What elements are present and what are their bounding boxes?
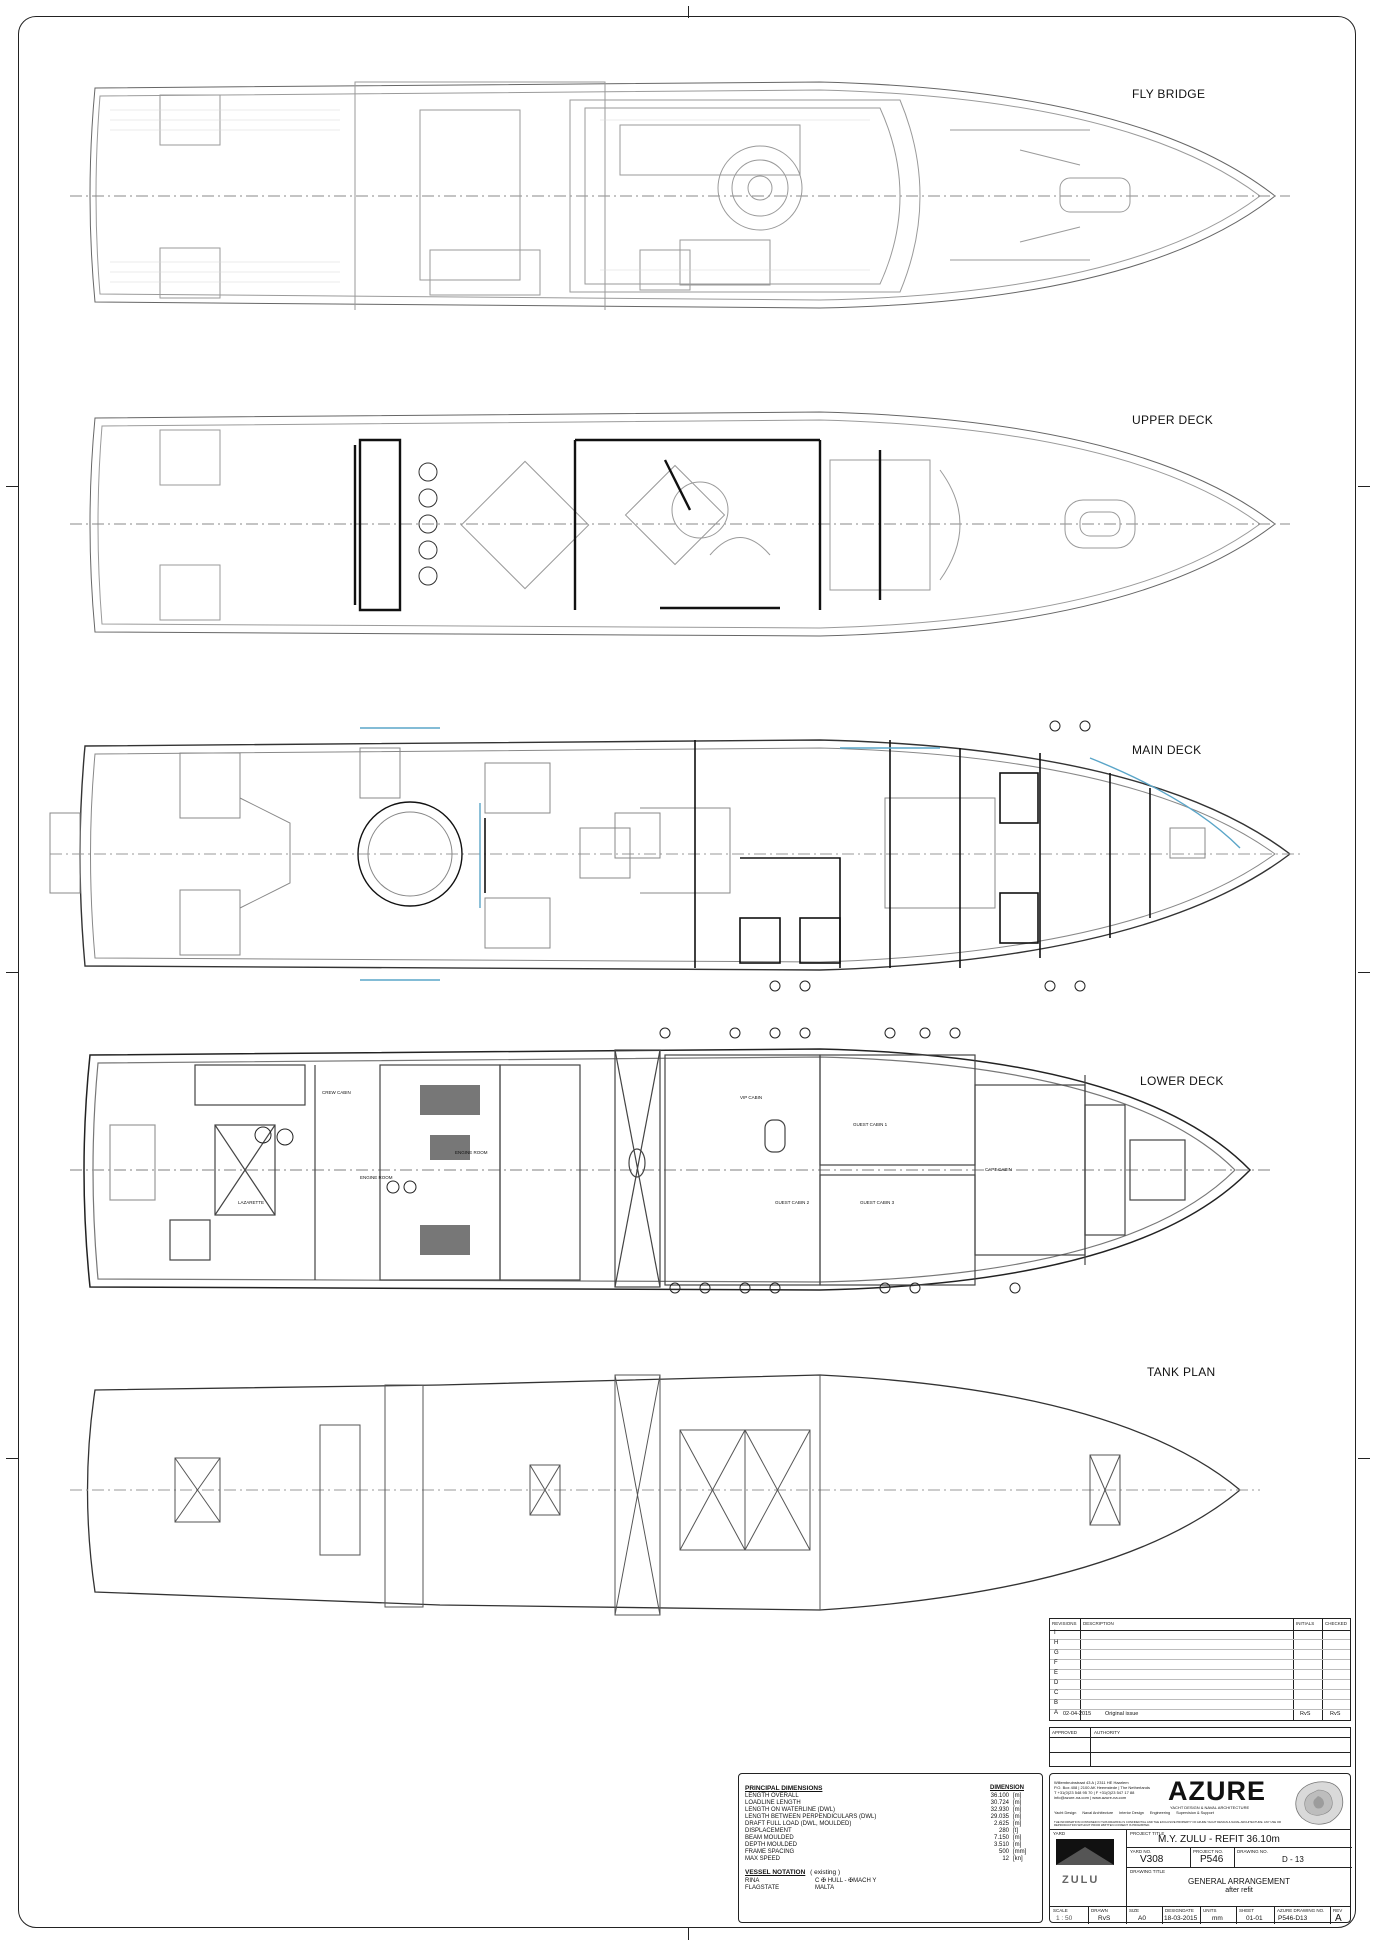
room-label-vip-cabin: VIP CABIN: [740, 1095, 763, 1100]
room-label-crew-cabin: CREW CABIN: [322, 1090, 351, 1095]
scale-value: 1 : 50: [1056, 1915, 1073, 1922]
frame-tick-left-2: [6, 972, 18, 973]
size-value: A0: [1138, 1915, 1146, 1922]
dimension-row: [745, 1828, 1035, 1835]
dimension-row: [745, 1807, 1035, 1814]
dim-name: MAX SPEED: [745, 1856, 781, 1862]
notation-value: MALTA: [815, 1885, 835, 1891]
project-no-label: PROJECT NO.: [1193, 1849, 1224, 1854]
dimension-row: [745, 1793, 1035, 1800]
sheet-label: SHEET: [1239, 1908, 1255, 1913]
dim-unit: [m]: [1013, 1835, 1022, 1841]
date-value: 18-03-2015: [1164, 1915, 1198, 1922]
rev-letter: B: [1050, 1700, 1350, 1710]
frame-tick-left-1: [6, 486, 18, 487]
service-item: Naval Architecture: [1082, 1811, 1114, 1815]
rev-letter: D: [1050, 1680, 1350, 1690]
frame-tick-right-1: [1358, 486, 1370, 487]
date-label: DESIGNDATE: [1165, 1908, 1194, 1913]
size-label: SIZE: [1129, 1908, 1140, 1913]
notation-row: [745, 1885, 945, 1892]
dim-name: FRAME SPACING: [745, 1849, 795, 1855]
company-logo-icon: [1290, 1778, 1346, 1828]
rev-header-description: DESCRIPTION: [1083, 1621, 1114, 1626]
service-item: Supervision & Support: [1176, 1811, 1214, 1815]
rev-a-description: Original issue: [1105, 1711, 1139, 1717]
yard-logo-text: ZULU: [1062, 1874, 1100, 1886]
dimension-row: [745, 1800, 1035, 1807]
dimension-row: [745, 1814, 1035, 1821]
fly-bridge-plan: [40, 70, 1340, 310]
dim-unit: [m]: [1013, 1821, 1022, 1827]
frame-tick-left-3: [6, 1458, 18, 1459]
dim-name: LOADLINE LENGTH: [745, 1800, 801, 1806]
sheet-value: 01-01: [1246, 1915, 1263, 1922]
frame-tick-right-3: [1358, 1458, 1370, 1459]
room-label-guest-cabin-1: GUEST CABIN 1: [853, 1122, 888, 1127]
frame-tick-bottom: [688, 1928, 689, 1940]
dim-name: LENGTH OVERALL: [745, 1793, 799, 1799]
notation-row: [745, 1878, 945, 1885]
dim-unit: [m]: [1013, 1807, 1022, 1813]
dimension-row: [745, 1835, 1035, 1842]
notation-name: FLAGSTATE: [745, 1885, 780, 1891]
rev-letter: C: [1050, 1690, 1350, 1700]
deck-label-lower-deck: LOWER DECK: [1140, 1074, 1224, 1088]
rev-header-revisions: REVISIONS: [1052, 1621, 1077, 1626]
dim-name: LENGTH ON WATERLINE (DWL): [745, 1807, 836, 1813]
address-line: T +31(0)23 548 95 70 | F +31(0)23 547 17 88: [1054, 1790, 1135, 1795]
upper-deck-plan: [40, 400, 1340, 650]
frame-tick-right-2: [1358, 972, 1370, 973]
rev-label: REV: [1333, 1908, 1343, 1913]
azure-drawing-no: P546-D13: [1278, 1915, 1308, 1922]
dim-value: 2.625: [993, 1821, 1009, 1827]
dim-name: DRAFT FULL LOAD (DWL, MOULDED): [745, 1821, 852, 1827]
drawing-subtitle: after refit: [1225, 1887, 1253, 1894]
project-no: P546: [1200, 1854, 1224, 1865]
dim-unit: [m]: [1013, 1814, 1022, 1820]
rev-letter: H: [1050, 1640, 1350, 1650]
drawing-no: D - 13: [1282, 1855, 1304, 1864]
company-tagline: YACHT DESIGN & NAVAL ARCHITECTURE: [1170, 1805, 1250, 1810]
room-label-guest-cabin-2: GUEST CABIN 2: [775, 1200, 810, 1205]
vessel-notation-title: [745, 1869, 840, 1876]
address-line: Willembruinstraat 43 A | 2311 HE Haarlem: [1054, 1780, 1129, 1785]
principal-dimensions-title: PRINCIPAL DIMENSIONS: [745, 1785, 823, 1792]
dim-name: LENGTH BETWEEN PERPENDICULARS (DWL): [745, 1814, 877, 1820]
deck-label-tank-plan: TANK PLAN: [1147, 1365, 1216, 1379]
rev-letter: I: [1050, 1630, 1350, 1640]
dim-unit: [m]: [1013, 1842, 1022, 1848]
lower-deck-plan: [40, 1025, 1340, 1305]
rev-a-checked: RvS: [1330, 1711, 1341, 1717]
dim-unit: [t]: [1013, 1828, 1019, 1834]
deck-label-main-deck: MAIN DECK: [1132, 743, 1202, 757]
main-deck-plan: [40, 718, 1340, 993]
company-name: AZURE: [1168, 1776, 1266, 1806]
deck-label-upper-deck: UPPER DECK: [1132, 413, 1214, 427]
notation-value: C ✠ HULL - ✠MACH Y: [815, 1878, 877, 1884]
service-item: Interior Design: [1119, 1811, 1144, 1815]
rev-value: A: [1335, 1913, 1342, 1924]
dimension-header: DIMENSION: [989, 1785, 1024, 1791]
drawn-value: RvS: [1098, 1915, 1111, 1922]
revisions-table: [1049, 1618, 1351, 1721]
drawn-label: DRAWN: [1091, 1908, 1108, 1913]
dim-value: 12: [1002, 1856, 1009, 1862]
rev-a-initials: RvS: [1300, 1711, 1311, 1717]
dim-unit: [kn]: [1013, 1856, 1023, 1862]
room-label-lazarette: LAZARETTE: [238, 1200, 265, 1205]
title-block: [1049, 1773, 1351, 1923]
project-title: M.Y. ZULU - REFIT 36.10m: [1158, 1834, 1280, 1845]
rev-header-initials: INITIALS: [1296, 1621, 1315, 1626]
room-label-engine-room-1: ENGINE ROOM: [360, 1175, 393, 1180]
notation-name: RINA: [745, 1878, 760, 1884]
dim-value: 29.035: [990, 1814, 1009, 1820]
drawing-title: GENERAL ARRANGEMENT: [1188, 1877, 1290, 1886]
authority-header: AUTHORITY: [1094, 1730, 1121, 1735]
dim-value: 3.510: [993, 1842, 1009, 1848]
azure-drawing-no-label: AZURE DRAWING NO.: [1277, 1908, 1325, 1913]
dim-name: DEPTH MOULDED: [745, 1842, 798, 1848]
drawing-no-label: DRAWING NO.: [1237, 1849, 1268, 1854]
dimension-row: [745, 1842, 1035, 1849]
service-item: Yacht Design: [1054, 1811, 1077, 1815]
rev-header-checked: CHECKED: [1325, 1621, 1348, 1626]
company-address: [1054, 1780, 1174, 1800]
dimension-rows: [745, 1793, 1035, 1863]
dim-unit: [m]: [1013, 1800, 1022, 1806]
rev-letter: F: [1050, 1660, 1350, 1670]
dim-unit: [m]: [1013, 1793, 1022, 1799]
notation-rows: [745, 1878, 945, 1892]
deck-label-fly-bridge: FLY BRIDGE: [1132, 87, 1206, 101]
notation-title-text: VESSEL NOTATION: [745, 1869, 806, 1876]
rev-letter: G: [1050, 1650, 1350, 1660]
yard-no: V308: [1140, 1854, 1164, 1865]
scale-label: SCALE: [1053, 1908, 1068, 1913]
approvals-table: [1049, 1727, 1351, 1767]
service-item: Engineering: [1149, 1811, 1171, 1815]
address-line: P.O. Box 408 | 2100 AK Heemstede | The Netherlands: [1054, 1785, 1150, 1790]
drawing-title-label: DRAWING TITLE: [1130, 1869, 1166, 1874]
frame-tick-top: [688, 6, 689, 18]
company-services: [1054, 1811, 1289, 1815]
approved-header: APPROVED: [1052, 1730, 1078, 1735]
rev-letter-list: [1050, 1630, 1350, 1720]
room-label-capt-cabin: CAPT CABIN: [985, 1167, 1012, 1172]
company-notice: THE INFORMATION CONTAINED IN THIS DRAWING IS CONFIDENTIAL AND THE EXCLUSIVE PROPERTY OF AZURE YACHT DESIGN & NAVAL ARCHITECTURE. ANY USE OR REPRODUCTION WITHOUT PRIOR WRITTEN CONSENT IS PROHIBITED.: [1054, 1820, 1282, 1828]
notation-subtitle: ( existing ): [810, 1869, 841, 1876]
yard-logo: [1056, 1839, 1114, 1865]
rev-letter: E: [1050, 1670, 1350, 1680]
rev-a-date: 02-04-2015: [1063, 1711, 1092, 1717]
tank-plan: [40, 1360, 1340, 1622]
dimension-row: [745, 1856, 1035, 1863]
yard-label: YARD: [1053, 1831, 1066, 1836]
dimension-row: [745, 1849, 1035, 1856]
rev-letter: A: [1054, 1710, 1059, 1716]
dim-value: 500: [998, 1849, 1009, 1855]
dim-value: 7.150: [993, 1835, 1009, 1841]
dim-value: 30.724: [990, 1800, 1009, 1806]
dim-name: DISPLACEMENT: [745, 1828, 792, 1834]
dim-value: 280: [998, 1828, 1009, 1834]
project-title-label: PROJECT TITLE: [1130, 1831, 1165, 1836]
units-value: mm: [1212, 1915, 1223, 1922]
dim-value: 32.930: [990, 1807, 1009, 1813]
units-label: UNITS: [1203, 1908, 1217, 1913]
yard-no-label: YARD NO.: [1130, 1849, 1152, 1854]
dim-unit: [mm]: [1013, 1849, 1027, 1855]
room-label-guest-cabin-3: GUEST CABIN 3: [860, 1200, 895, 1205]
dimension-row: [745, 1821, 1035, 1828]
dim-value: 36.100: [990, 1793, 1009, 1799]
dim-name: BEAM MOULDED: [745, 1835, 794, 1841]
principal-dimensions-box: [738, 1773, 1043, 1923]
room-label-engine-room-2: ENGINE ROOM: [455, 1150, 488, 1155]
address-line: info@azure-na.com | www.azure-na.com: [1054, 1795, 1127, 1800]
